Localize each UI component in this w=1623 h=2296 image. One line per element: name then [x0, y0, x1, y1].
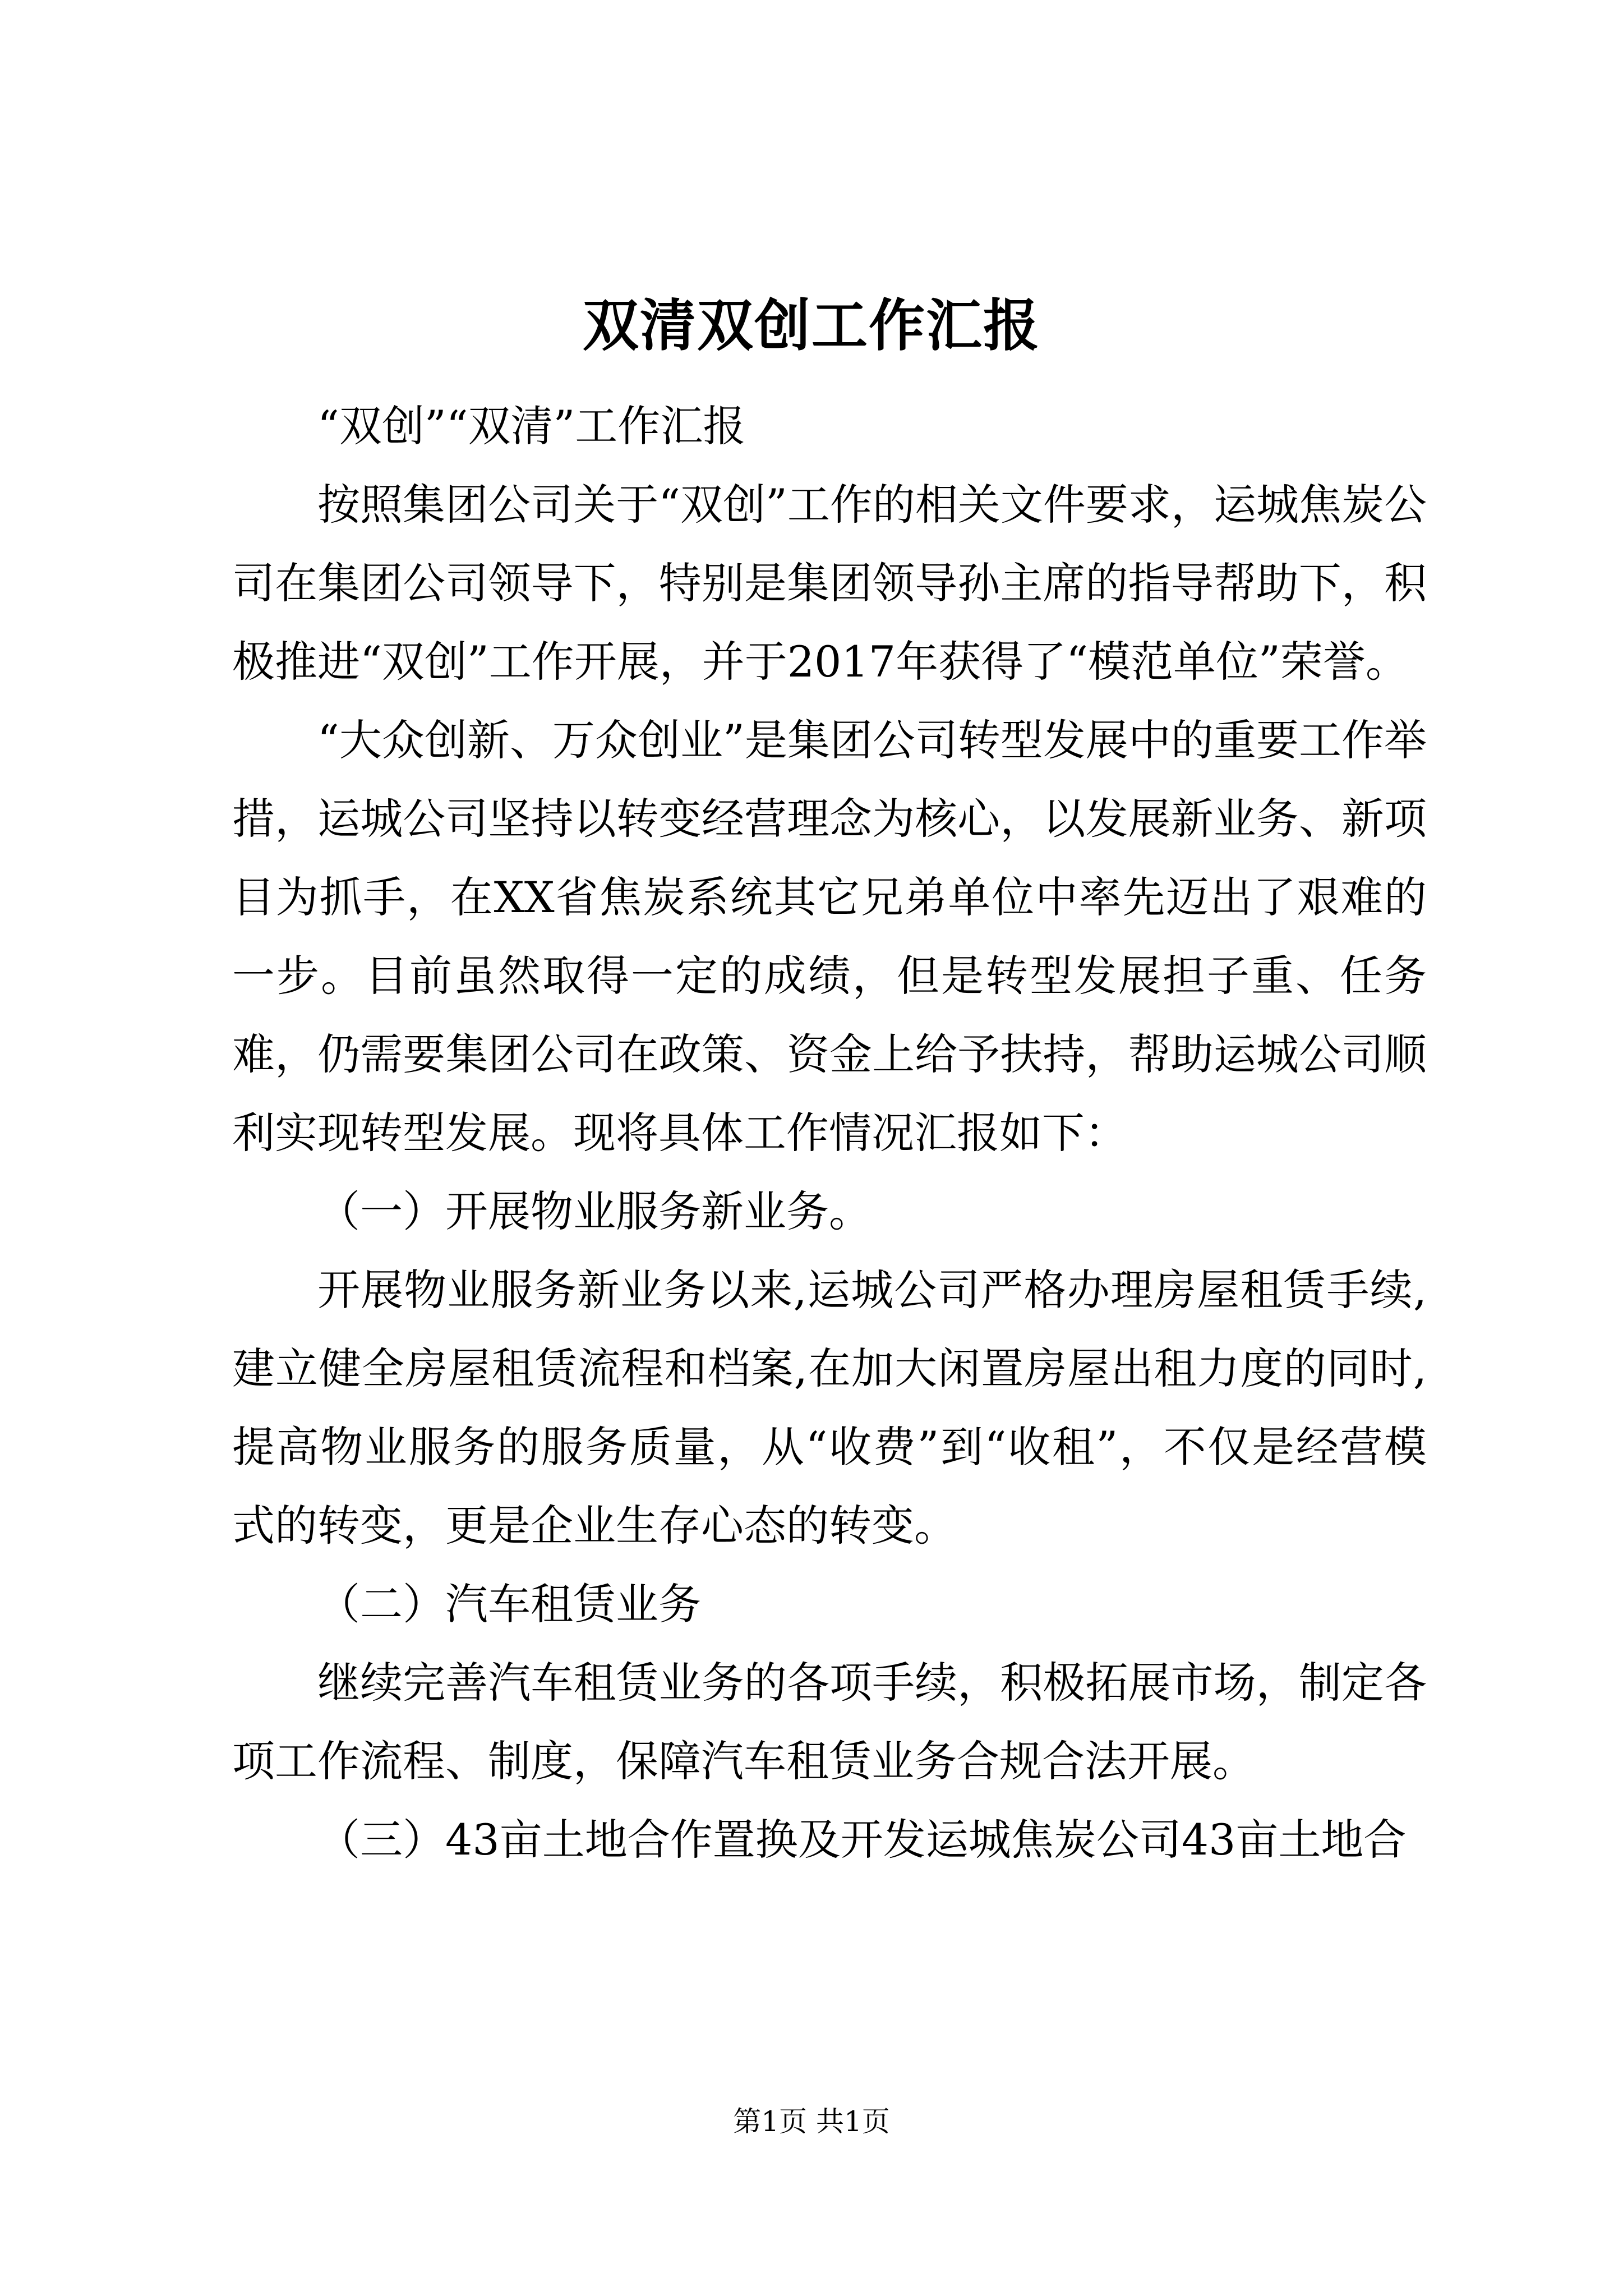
paragraph-car-rental: 继续完善汽车租赁业务的各项手续，积极拓展市场，制定各项工作流程、制度，保障汽车租赁业务合规合法开展。	[232, 1658, 1427, 1786]
paragraph-overview: “大众创新、万众创业”是集团公司转型发展中的重要工作举措，运城公司坚持以转变经营理念为核心，以发展新业务、新项目为抓手，在XX省焦炭系统其它兄弟单位中率先迈出了艰难的一步。目前虽然取得一定的成绩，但是转型发展担子重、任务难，仍需要集团公司在政策、资金上给予扶持，帮助运城公司顺利实现转型发展。现将具体工作情况汇报如下：	[232, 715, 1427, 1158]
section-heading-3: （三）43亩土地合作置换及开发运城焦炭公司43亩土地合	[317, 1815, 1407, 1865]
section-heading-1: （一）开展物业服务新业务。	[317, 1186, 872, 1236]
document-title: 双清双创工作汇报	[583, 292, 1040, 358]
paragraph-subtitle: “双创”“双清”工作汇报	[317, 401, 746, 451]
page-footer: 第1页 共1页	[733, 2105, 890, 2138]
paragraph-property-service: 开展物业服务新业务以来,运城公司严格办理房屋租赁手续,建立健全房屋租赁流程和档案,在加大闲置房屋出租力度的同时,提高物业服务的服务质量，从“收费”到“收租”，不仅是经营模式的转变，更是企业生存心态的转变。	[232, 1265, 1427, 1550]
paragraph-intro: 按照集团公司关于“双创”工作的相关文件要求，运城焦炭公司在集团公司领导下，特别是集团领导孙主席的指导帮助下，积极推进“双创”工作开展，并于2017年获得了“模范单位”荣誉。	[232, 480, 1427, 687]
section-heading-2: （二）汽车租赁业务	[317, 1579, 701, 1629]
document-body	[232, 387, 1427, 1879]
